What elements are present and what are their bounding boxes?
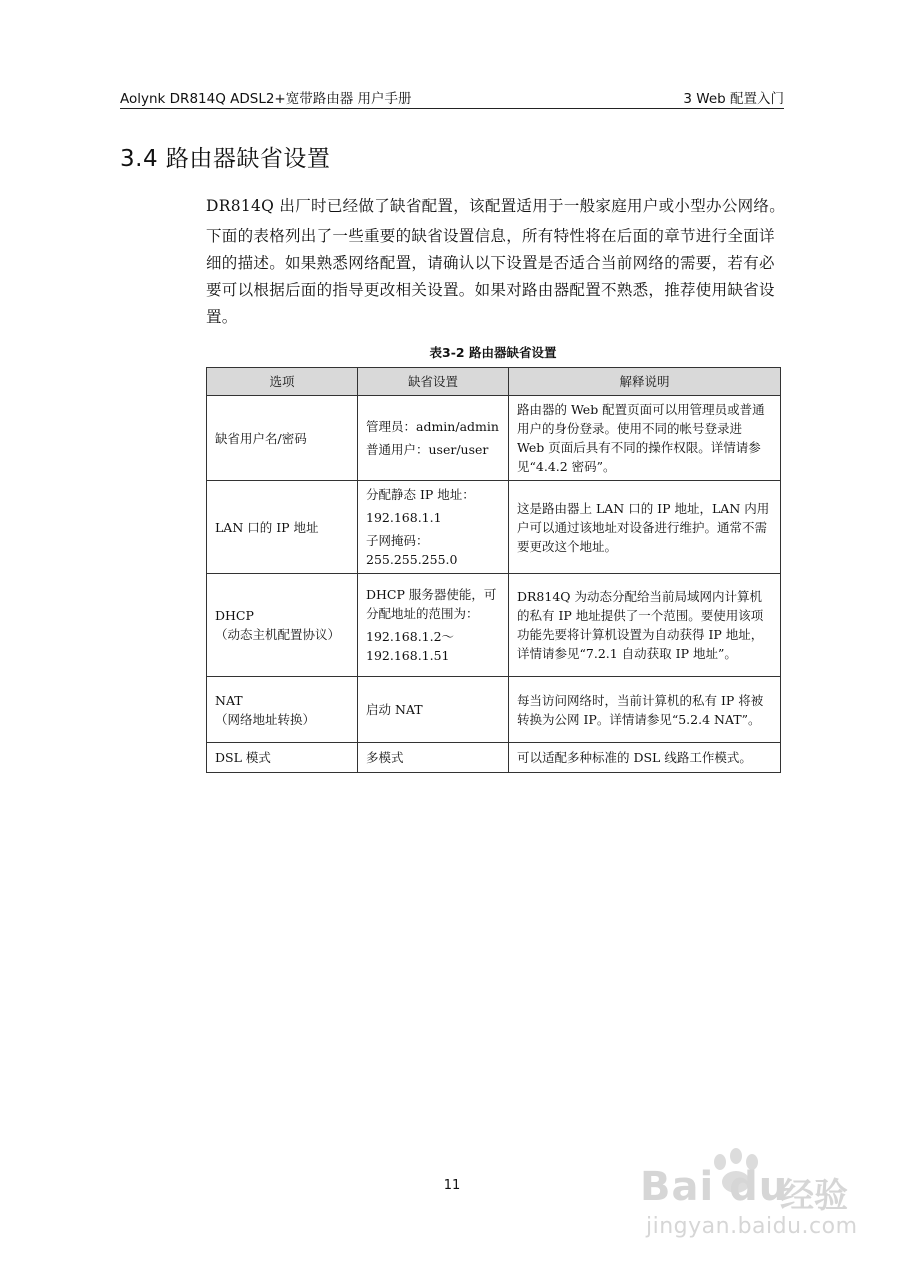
watermark-url: jingyan.baidu.com [646, 1214, 858, 1239]
option-cell [207, 743, 358, 773]
option-text: DHCP [215, 608, 254, 623]
option-subtext: （动态主机配置协议） [215, 627, 341, 642]
table-row [207, 574, 781, 677]
default-cell [358, 574, 509, 677]
default-cell [358, 396, 509, 481]
table-intro-paragraph: 下面的表格列出了一些重要的缺省设置信息，所有特性将在后面的章节进行全面详细的描述。如果熟悉网络配置，请确认以下设置是否适合当前网络的需要，若有必要可以根据后面的指导更改相关设置。如果对路由器配置不熟悉，推荐使用缺省设置。 [206, 227, 775, 326]
default-text: DHCP 服务器使能，可分配地址的范围为： [366, 587, 497, 621]
default-text: 分配静态 IP 地址： [366, 487, 475, 502]
option-subtext: （网络地址转换） [215, 711, 316, 727]
default-text: 192.168.1.1 [366, 510, 442, 525]
description-cell: 路由器的 Web 配置页面可以用管理员或普通用户的身份登录。使用不同的帐号登录进 Web 页面后具有不同的操作权限。详情请参见“4.4.2 密码”。 [509, 396, 781, 481]
default-text: 192.168.1.2～192.168.1.51 [366, 629, 455, 663]
default-settings-table [206, 367, 781, 773]
page-header [120, 84, 784, 109]
default-text: 子网掩码： [366, 533, 429, 548]
description-cell: 这是路由器上 LAN 口的 IP 地址，LAN 内用户可以通过该地址对设备进行维护。通常不需要更改这个地址。 [509, 481, 781, 574]
option-text: LAN 口的 IP 地址 [215, 519, 319, 535]
option-cell [207, 677, 358, 743]
header-default: 缺省设置 [358, 368, 509, 396]
option-cell [207, 396, 358, 481]
header-option: 选项 [207, 368, 358, 396]
baidu-jingyan-watermark [640, 1148, 880, 1248]
header-description: 解释说明 [509, 368, 781, 396]
option-cell [207, 481, 358, 574]
description-cell: 可以适配多种标准的 DSL 线路工作模式。 [509, 743, 781, 773]
default-text: 启动 NAT [366, 702, 423, 717]
table-header-row [207, 368, 781, 396]
option-text: 缺省用户名/密码 [215, 430, 307, 446]
table-row [207, 677, 781, 743]
table-row [207, 743, 781, 773]
default-text: 普通用户：user/user [366, 442, 489, 457]
intro-paragraph: DR814Q 出厂时已经做了缺省配置，该配置适用于一般家庭用户或小型办公网络。 [206, 197, 786, 215]
option-cell [207, 574, 358, 677]
default-text: 多模式 [366, 750, 404, 765]
header-manual-title: Aolynk DR814Q ADSL2+宽带路由器 用户手册 [120, 91, 412, 107]
section-title: 3.4 路由器缺省设置 [120, 146, 331, 172]
table-row [207, 481, 781, 574]
default-cell [358, 743, 509, 773]
option-text: DSL 模式 [215, 750, 271, 765]
description-cell: 每当访问网络时，当前计算机的私有 IP 将被转换为公网 IP。详情请参见“5.2.4 NAT”。 [509, 677, 781, 743]
table-caption: 表3-2 路由器缺省设置 [429, 345, 557, 360]
watermark-brand: Bai du [640, 1164, 789, 1210]
header-chapter-title: 3 Web 配置入门 [683, 91, 784, 107]
table-row [207, 396, 781, 481]
description-cell: DR814Q 为动态分配给当前局域网内计算机的私有 IP 地址提供了一个范围。要使用该项功能先要将计算机设置为自动获得 IP 地址，详情请参见“7.2.1 自动获取 IP 地址”。 [509, 574, 781, 677]
default-cell [358, 677, 509, 743]
watermark-jingyan: 经验 [780, 1176, 848, 1216]
default-text: 255.255.255.0 [366, 552, 458, 567]
option-text: NAT [215, 692, 243, 708]
page-number: 11 [443, 1178, 461, 1193]
default-cell [358, 481, 509, 574]
default-text: 管理员：admin/admin [366, 419, 499, 434]
